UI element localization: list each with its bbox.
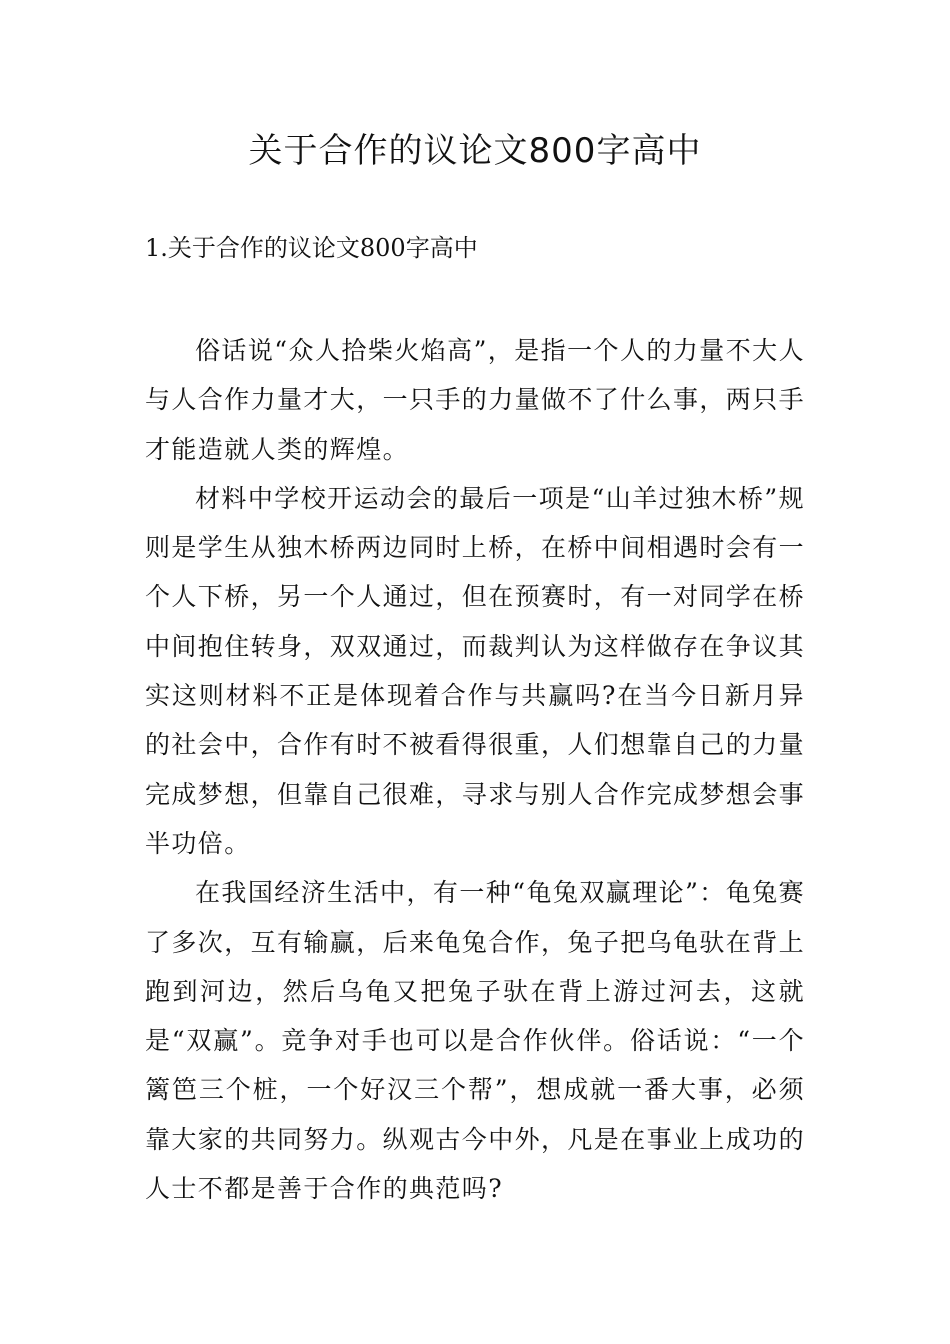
document-body	[145, 326, 805, 1213]
paragraph: 俗话说“众人拾柴火焰高”，是指一个人的力量不大人与人合作力量才大，一只手的力量做不了什么事，两只手才能造就人类的辉煌。	[145, 336, 806, 464]
paragraph: 材料中学校开运动会的最后一项是“山羊过独木桥”规则是学生从独木桥两边同时上桥，在桥中间相遇时会有一个人下桥，另一个人通过，但在预赛时，有一对同学在桥中间抱住转身，双双通过，而裁判认为这样做存在争议其实这则材料不正是体现着合作与共赢吗?在当今日新月异的社会中，合作有时不被看得很重，人们想靠自己的力量完成梦想，但靠自己很难，寻求与别人合作完成梦想会事半功倍。	[145, 483, 806, 858]
document-title: 关于合作的议论文800字高中	[248, 131, 702, 171]
paragraph: 在我国经济生活中，有一种“龟兔双赢理论”：龟兔赛了多次，互有输赢，后来龟兔合作，兔子把乌龟驮在背上跑到河边，然后乌龟又把兔子驮在背上游过河去，这就是“双赢”。竞争对手也可以是合作伙伴。俗话说：“一个篱笆三个桩，一个好汉三个帮”，想成就一番大事，必须靠大家的共同努力。纵观古今中外，凡是在事业上成功的人士不都是善于合作的典范吗?	[145, 878, 806, 1204]
section-heading: 1.关于合作的议论文800字高中	[145, 234, 478, 262]
